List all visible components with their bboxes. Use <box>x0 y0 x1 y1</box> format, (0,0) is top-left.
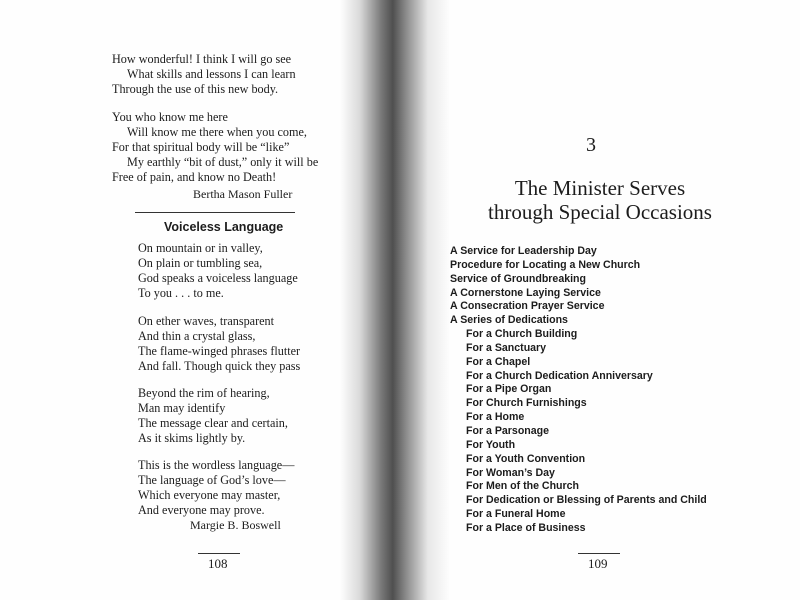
poem-line: This is the wordless language— <box>138 458 295 472</box>
poem-line: The message clear and certain, <box>138 416 288 430</box>
poem-line: On ether waves, transparent <box>138 314 275 328</box>
poem-line: What skills and lessons I can learn <box>127 67 296 81</box>
poem-line: The language of God’s love— <box>138 473 286 487</box>
page-number: 108 <box>208 556 228 571</box>
poem-line: Free of pain, and know no Death! <box>112 170 277 184</box>
poem-line: Man may identify <box>138 401 226 415</box>
poem-line: My earthly “bit of dust,” only it will be <box>127 155 319 169</box>
contents-item: A Cornerstone Laying Service <box>450 286 601 299</box>
contents-subitem: For a Home <box>466 411 525 424</box>
contents-subitem: For a Place of Business <box>466 521 586 534</box>
poem-line: Through the use of this new body. <box>112 82 279 96</box>
poem-line: To you . . . to me. <box>138 286 224 300</box>
poem-author: Margie B. Boswell <box>190 518 281 532</box>
poem-line: For that spiritual body will be “like” <box>112 140 290 154</box>
contents-subitem: For a Youth Convention <box>466 452 586 465</box>
contents-subitem: For a Chapel <box>466 355 531 368</box>
contents-subitem: For Men of the Church <box>466 480 579 493</box>
contents-item: A Series of Dedications <box>450 314 568 327</box>
poem-line: And everyone may prove. <box>138 503 265 517</box>
contents-subitem: For Church Furnishings <box>466 397 587 410</box>
poem-line: The flame-winged phrases flutter <box>138 344 301 358</box>
page-number-rule <box>198 553 240 554</box>
contents-item: A Consecration Prayer Service <box>450 300 605 313</box>
book-gutter-shadow <box>340 0 450 600</box>
contents-subitem: For a Parsonage <box>466 424 550 437</box>
poem-line: How wonderful! I think I will go see <box>112 52 292 66</box>
left-page <box>0 0 360 600</box>
chapter-contents-list <box>450 245 707 536</box>
poem-line: God speaks a voiceless language <box>138 271 298 285</box>
contents-item: Procedure for Locating a New Church <box>450 258 641 271</box>
poem-line: Which everyone may master, <box>138 488 281 502</box>
poem-line: Beyond the rim of hearing, <box>138 386 270 400</box>
contents-subitem: For Dedication or Blessing of Parents and Child <box>466 494 707 507</box>
contents-subitem: For a Pipe Organ <box>466 383 552 396</box>
contents-subitem: For a Funeral Home <box>466 508 566 521</box>
chapter-number: 3 <box>586 134 596 156</box>
page-number: 109 <box>588 556 608 571</box>
right-page <box>430 0 800 600</box>
section-divider <box>135 212 295 213</box>
contents-subitem: For a Sanctuary <box>466 341 547 354</box>
contents-subitem: For Youth <box>466 438 516 451</box>
contents-subitem: For a Church Dedication Anniversary <box>466 369 653 382</box>
chapter-title-line: through Special Occasions <box>488 200 712 224</box>
poem-line: On plain or tumbling sea, <box>138 256 263 270</box>
poem-line: You who know me here <box>112 110 228 124</box>
poem-line: And thin a crystal glass, <box>138 329 256 343</box>
contents-subitem: For a Church Building <box>466 328 578 341</box>
poem-author: Bertha Mason Fuller <box>193 187 293 201</box>
poem-title: Voiceless Language <box>164 220 284 234</box>
contents-subitem: For Woman’s Day <box>466 466 555 479</box>
poem-line: On mountain or in valley, <box>138 241 263 255</box>
poem-line: As it skims lightly by. <box>138 431 246 445</box>
contents-item: A Service for Leadership Day <box>450 245 597 257</box>
page-number-rule <box>578 553 620 554</box>
chapter-title-line: The Minister Serves <box>514 176 686 200</box>
contents-item: Service of Groundbreaking <box>450 272 586 285</box>
poem-line: And fall. Though quick they pass <box>138 359 301 373</box>
poem-line: Will know me there when you come, <box>127 125 307 139</box>
